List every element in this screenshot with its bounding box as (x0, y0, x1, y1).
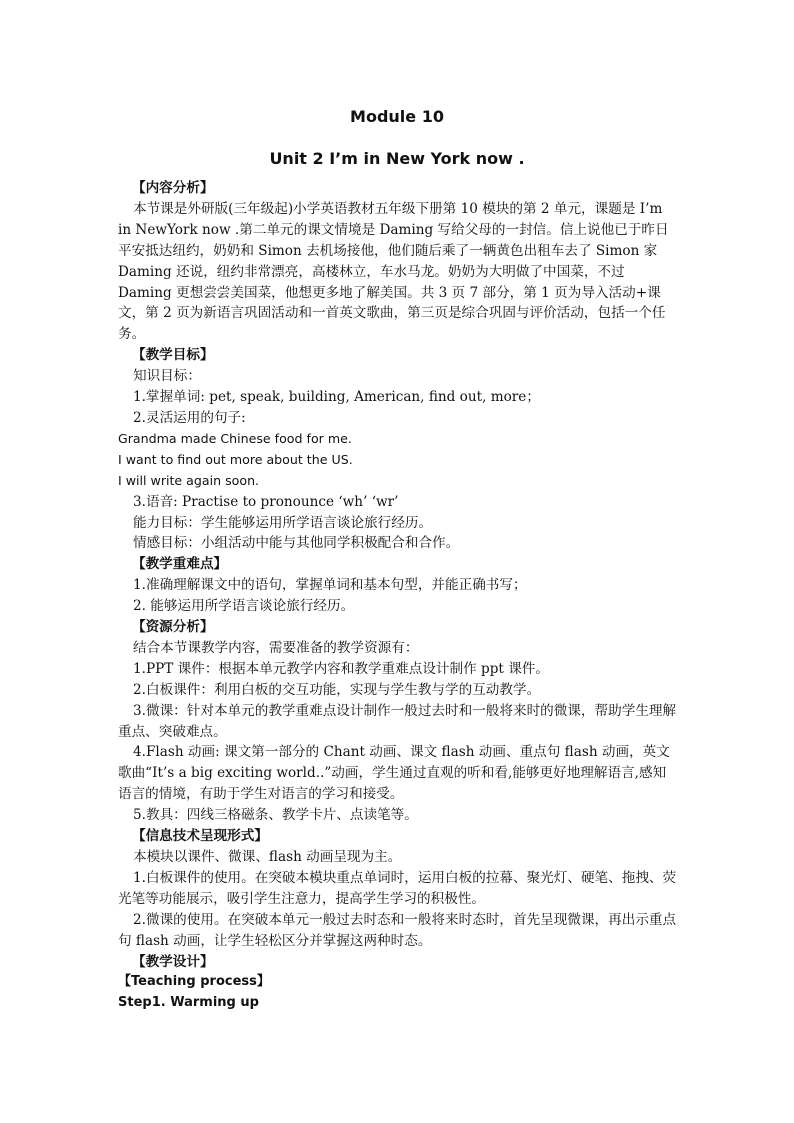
key-points-heading: 【教学重难点】 (132, 556, 228, 573)
it-forms-heading: 【信息技术呈现形式】 (132, 828, 268, 845)
teaching-design-heading: 【教学设计】 (132, 953, 214, 970)
module-title: Module 10 (350, 107, 444, 126)
resource-item: 1.PPT 课件：根据本单元教学内容和教学重难点设计制作 ppt 课件。 (133, 660, 550, 677)
resource-item: 4.Flash 动画: 课文第一部分的 Chant 动画、课文 flash 动画、重点句 flash 动画，英文歌曲“It’s a big exciting world..”动画，学生通过直观的听和看,能够更好地理解语言,感知语言的情境，有助于学生对语言的学习和接受。 (118, 744, 670, 803)
document-body (118, 178, 678, 1014)
emotion-goal: 情感目标：小组活动中能与其他同学积极配合和合作。 (133, 535, 460, 552)
sentences-label: 2.灵活运用的句子: (133, 409, 246, 426)
ability-goal: 能力目标：学生能够运用所学语言谈论旅行经历。 (133, 514, 433, 531)
it-form-item: 1.白板课件的使用。在突破本模块重点单词时，运用白板的拉幕、聚光灯、硬笔、拖拽、荧光笔等功能展示，吸引学生注意力，提高学生学习的积极性。 (118, 869, 677, 907)
content-analysis-paragraph: 本节课是外研版(三年级起)小学英语教材五年级下册第 10 模块的第 2 单元，课题是 I’m in NewYork now .第二单元的课文情境是 Daming 写给父母的一封信。信上说他已于昨日平安抵达纽约，奶奶和 Simon 去机场接他，他们随后乘了一辆黄色出租车去了 Simon 家 Daming 还说，纽约非常漂亮，高楼林立，车水马龙。奶奶为大明做了中国菜，不过 Daming 更想尝尝美国菜，他想更多地了解美国。共 3 页 7 部分，第 1 页为导入活动+课文，第 2 页为新语言巩固活动和一首英文歌曲，第三页是综合巩固与评价活动，包括一个任务。 (118, 200, 669, 343)
resource-item: 2.白板课件：利用白板的交互功能，实现与学生教与学的互动教学。 (133, 681, 541, 698)
step-heading: Step1. Warming up (118, 995, 259, 1011)
phonics-item: 3.语音: Practise to pronounce ‘wh’ ‘wr’ (133, 493, 399, 510)
resource-item: 3.微课：针对本单元的教学重难点设计制作一般过去时和一般将来时的微课，帮助学生理解重点、突破难点。 (118, 702, 677, 740)
teaching-goals-heading: 【教学目标】 (132, 347, 214, 364)
teaching-process-heading: 【Teaching process】 (118, 974, 270, 990)
resource-item: 5.教具：四线三格磁条、教学卡片、点读笔等。 (133, 807, 418, 824)
key-point-item: 1.准确理解课文中的语句，掌握单词和基本句型，并能正确书写； (133, 577, 527, 594)
vocabulary-item: 1.掌握单词: pet, speak, building, American, find out, more； (133, 389, 540, 406)
key-sentence: I will write again soon. (118, 472, 260, 488)
key-sentence: I want to find out more about the US. (118, 451, 353, 467)
it-forms-intro: 本模块以课件、微课、flash 动画呈现为主。 (133, 849, 402, 865)
knowledge-goal-label: 知识目标： (133, 368, 201, 385)
it-form-item: 2.微课的使用。在突破本单元一般过去时态和一般将来时态时，首先呈现微课，再出示重点句 flash 动画，让学生轻松区分并掌握这两种时态。 (118, 911, 677, 949)
key-sentence: Grandma made Chinese food for me. (118, 430, 352, 446)
content-analysis-heading: 【内容分析】 (132, 180, 214, 196)
resources-intro: 结合本节课教学内容，需要准备的教学资源有： (133, 639, 419, 656)
key-point-item: 2. 能够运用所学语言谈论旅行经历。 (133, 598, 355, 615)
resources-heading: 【资源分析】 (132, 619, 214, 636)
unit-title: Unit 2 I’m in New York now . (269, 149, 525, 168)
